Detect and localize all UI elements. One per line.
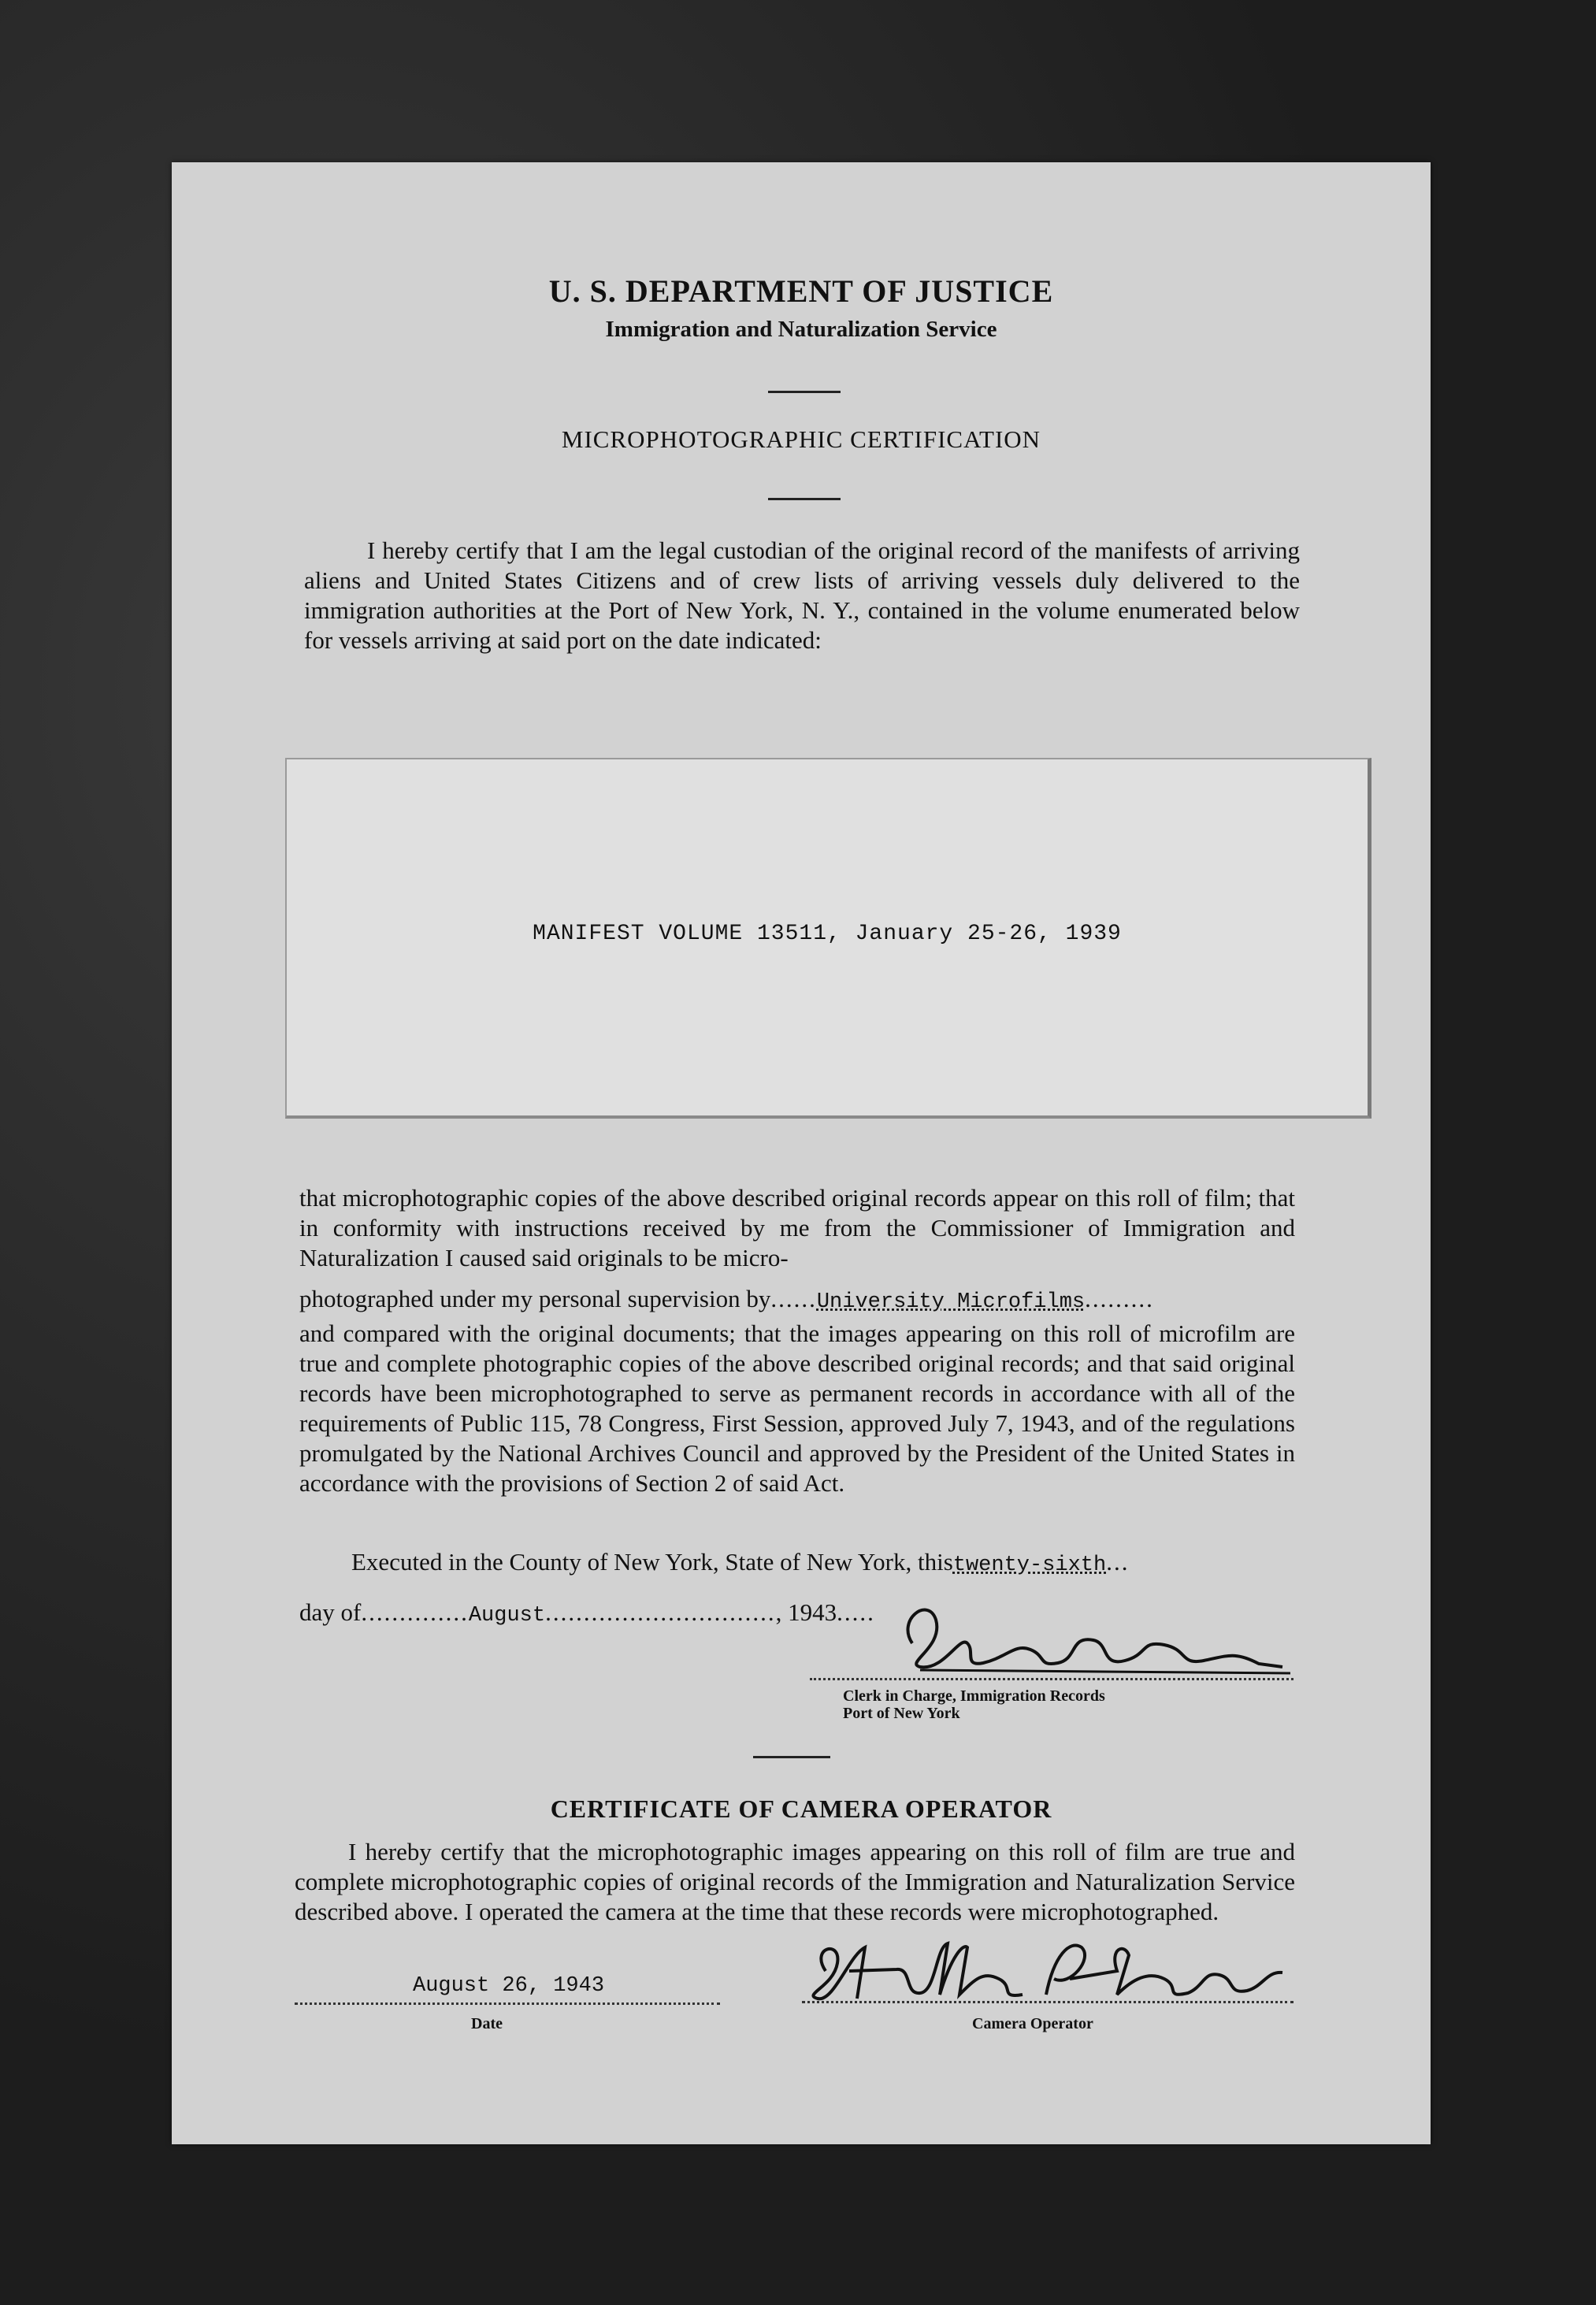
executed-day: twenty-sixth xyxy=(952,1553,1107,1577)
clerk-title xyxy=(843,1687,1105,1722)
dotted-leader: ...... xyxy=(770,1285,817,1312)
dotted-leader: .............. xyxy=(361,1598,469,1626)
executed-year: , 1943 xyxy=(775,1598,837,1626)
executed-prefix: Executed in the County of New York, State of New York, this xyxy=(351,1548,953,1576)
camera-operator-label: Camera Operator xyxy=(972,2015,1093,2032)
date-value: August 26, 1943 xyxy=(413,1974,605,1998)
divider xyxy=(753,1756,830,1758)
manifest-label-box xyxy=(285,758,1371,1119)
clerk-title-line-1: Clerk in Charge, Immigration Records xyxy=(843,1687,1105,1705)
executed-month: August xyxy=(468,1604,546,1628)
clerk-title-line-2: Port of New York xyxy=(843,1705,960,1722)
clerk-signature xyxy=(889,1588,1298,1683)
service-subheading: Immigration and Naturalization Service xyxy=(605,317,997,342)
dotted-leader: ..... xyxy=(837,1598,875,1626)
manifest-volume-label: MANIFEST VOLUME 13511, January 25-26, 1939 xyxy=(533,922,1122,946)
day-of-line xyxy=(299,1598,875,1631)
photographed-by-value: University Microfilms xyxy=(816,1290,1086,1314)
department-heading: U. S. DEPARTMENT OF JUSTICE xyxy=(548,273,1054,309)
intro-paragraph: I hereby certify that I am the legal custodian of the original record of the manifests of arriving aliens and United States Citizens and of crew lists of arriving vessels duly delivered to the immigration authorities at the Port of New York, N. Y., contained in the volume enumerated below for vessels arriving at said port on the date indicated: xyxy=(304,536,1300,654)
divider xyxy=(768,498,841,500)
divider xyxy=(768,391,841,393)
date-field xyxy=(295,1971,720,2005)
photographed-prefix: photographed under my personal supervision by xyxy=(299,1285,771,1312)
body-paragraph-1: that microphotographic copies of the above described original records appear on this roll of film; that in conformity with instructions received by me from the Commissioner of Immigration and Naturalization I caused said originals to be micro- xyxy=(299,1184,1295,1271)
photographed-by-line xyxy=(299,1284,1295,1317)
day-of-label: day of xyxy=(299,1598,362,1626)
clerk-signature-line xyxy=(810,1678,1294,1680)
body-paragraph-2: and compared with the original documents; that the images appearing on this roll of microfilm are true and complete photographic copies of the above described original records; and that said original records have been microphotographed to serve as permanent records in accordance with all of the requirements of Public 115, 78 Congress, First Session, approved July 7, 1943, and of the regulations promulgated by the National Archives Council and approved by the President of the United States in accordance with the provisions of Section 2 of said Act. xyxy=(299,1320,1295,1497)
camera-certificate-title: CERTIFICATE OF CAMERA OPERATOR xyxy=(550,1795,1052,1823)
camera-operator-signature-line xyxy=(802,2001,1294,2003)
camera-certificate-text: I hereby certify that the microphotographic images appearing on this roll of film are true and complete microphotographic copies of original records of the Immigration and Naturalization Service described above. I operated the camera at the time that these records were microphotographed. xyxy=(295,1838,1295,1925)
dotted-leader: .............................. xyxy=(545,1598,776,1626)
date-label: Date xyxy=(471,2015,503,2032)
dotted-leader: ... xyxy=(1106,1548,1130,1576)
dotted-leader: ......... xyxy=(1085,1285,1154,1312)
camera-operator-signature xyxy=(794,1924,1298,2010)
certificate-page xyxy=(172,162,1431,2144)
executed-line xyxy=(351,1547,1129,1580)
certification-title: MICROPHOTOGRAPHIC CERTIFICATION xyxy=(561,425,1041,453)
